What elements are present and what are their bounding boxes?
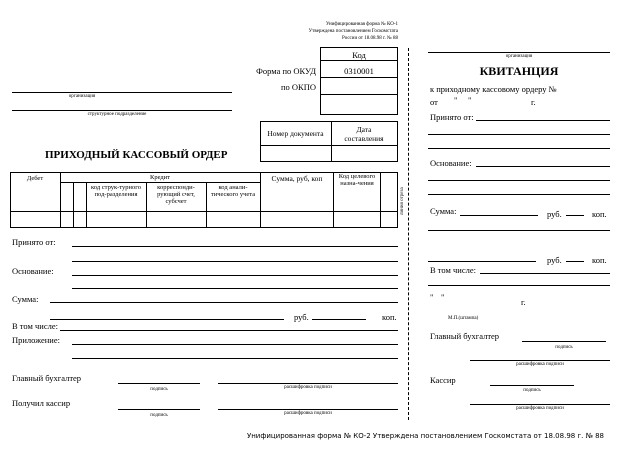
sum-line-2[interactable] [50,319,284,320]
receipt-sum-label: Сумма: [430,206,457,216]
col-corr-account: корреспонди-рующий счет, субсчет [157,184,195,205]
col-sum: Сумма, руб, коп [271,174,323,183]
chief-signature-line[interactable] [118,383,200,384]
receipt-received-line[interactable] [476,120,610,121]
kop-line[interactable] [312,319,366,320]
receipt-received-from-label: Принято от: [430,112,474,122]
cashier-decoding-line[interactable] [218,409,398,410]
receipt-quote-4: " [441,292,445,302]
receipt-chief-sign-caption: подпись [555,345,573,350]
dept-caption: структурное подразделение [87,112,147,117]
receipt-cashier-decoding-line[interactable] [470,404,610,405]
receipt-cashier-sign-caption: подпись [523,388,541,393]
receipt-rub-label: руб. [547,209,562,219]
receipt-including-line[interactable] [480,273,610,274]
form-line-2: Утверждена постановлением Госкомстата [308,29,398,34]
okud-value: 0310001 [344,66,374,76]
receipt-quote-1: " [454,95,458,105]
receipt-org-caption: организация [505,54,533,59]
receipt-basis-line[interactable] [476,166,610,167]
attachment-line[interactable] [72,344,398,345]
chief-accountant-label: Главный бухгалтер [12,373,82,383]
received-from-line-2[interactable] [72,261,398,262]
form-line-1: Унифицированная форма № КО-1 [325,22,398,27]
receipt-sum-line-3[interactable] [428,261,536,262]
cashier-signature-caption: подпись [150,413,168,418]
receipt-including-label: В том числе: [430,265,476,275]
code-label: Код [352,50,366,60]
receipt-cashier-label: Кассир [430,375,456,385]
receipt-year-2: г. [521,297,526,307]
cut-line [408,48,409,420]
chief-signature-caption: подпись [150,387,168,392]
receipt-from: от [430,97,438,107]
col-analytic: код анали-тического учета [210,184,256,198]
receipt-basis-line-2[interactable] [428,180,610,181]
receipt-cashier-decoding-caption: расшифровка подписи [516,406,564,411]
attachment-label: Приложение: [12,335,60,345]
received-from-label: Принято от: [12,237,56,247]
cut-line-label: линия отреза [400,187,405,215]
form-line-3: России от 18.08.98 г. № 88 [342,36,398,41]
rub-label: руб. [294,312,309,322]
receipt-title: КВИТАНЦИЯ [479,64,559,78]
attachment-line-2[interactable] [72,358,398,359]
receipt-stamp: М.П.(штампа) [448,316,479,321]
docnum-header: Номер документа [267,129,324,138]
receipt-received-line-2[interactable] [428,134,610,135]
received-from-line[interactable] [72,246,398,247]
receipt-including-line-2[interactable] [428,285,610,286]
page-title: ПРИХОДНЫЙ КАССОВЫЙ ОРДЕР [45,149,228,161]
cashier-signature-line[interactable] [118,409,200,410]
basis-line-2[interactable] [72,288,398,289]
kop-label: коп. [382,312,397,322]
dept-line[interactable] [12,110,232,111]
receipt-quote-3: " [430,292,434,302]
receipt-basis-label: Основание: [430,158,472,168]
receipt-to-order: к приходному кассовому ордеру № [430,84,557,94]
receipt-cashier-sign-line[interactable] [490,385,574,386]
chief-decoding-line[interactable] [218,383,398,384]
col-sub-code: код струк-турного под-разделения [90,184,142,198]
okpo-label: по ОКПО [280,82,316,92]
receipt-org-line[interactable] [428,52,610,53]
including-label: В том числе: [12,321,58,331]
basis-line[interactable] [72,275,398,276]
date-header: Дата составления [344,125,384,143]
receipt-sum-line-2[interactable] [428,230,610,231]
receipt-kop-line[interactable] [566,215,584,216]
receipt-kop-label-2: коп. [592,255,607,265]
receipt-chief-decoding-line[interactable] [470,360,610,361]
chief-decoding-caption: расшифровка подписи [284,385,332,390]
basis-label: Основание: [12,266,54,276]
receipt-basis-line-3[interactable] [428,194,610,195]
receipt-received-line-3[interactable] [428,148,610,149]
receipt-quote-2: " [468,95,472,105]
receipt-kop-label: коп. [592,209,607,219]
sum-label: Сумма: [12,294,39,304]
footer-text: Унифицированная форма № КО-2 Утверждена постановлением Госкомстата от 18.08.98 г. № 88 [246,432,604,440]
cashier-label: Получил кассир [12,398,71,408]
col-debit: Дебет [26,175,44,182]
receipt-year: г. [531,97,536,107]
receipt-chief-label: Главный бухгалтер [430,331,500,341]
cashier-decoding-caption: расшифровка подписи [284,411,332,416]
org-caption: организация [68,94,96,99]
org-line[interactable] [12,92,232,93]
including-line[interactable] [60,330,398,331]
col-purpose: Код целевого назна-чения [338,173,376,187]
okud-label: Форма по ОКУД [256,66,316,76]
receipt-rub-label-2: руб. [547,255,562,265]
sum-line[interactable] [50,302,398,303]
receipt-chief-decoding-caption: расшифровка подписи [516,362,564,367]
receipt-chief-sign-line[interactable] [522,341,606,342]
receipt-kop-line-2[interactable] [566,261,584,262]
col-credit: Кредит [149,174,170,181]
receipt-sum-line[interactable] [460,215,538,216]
